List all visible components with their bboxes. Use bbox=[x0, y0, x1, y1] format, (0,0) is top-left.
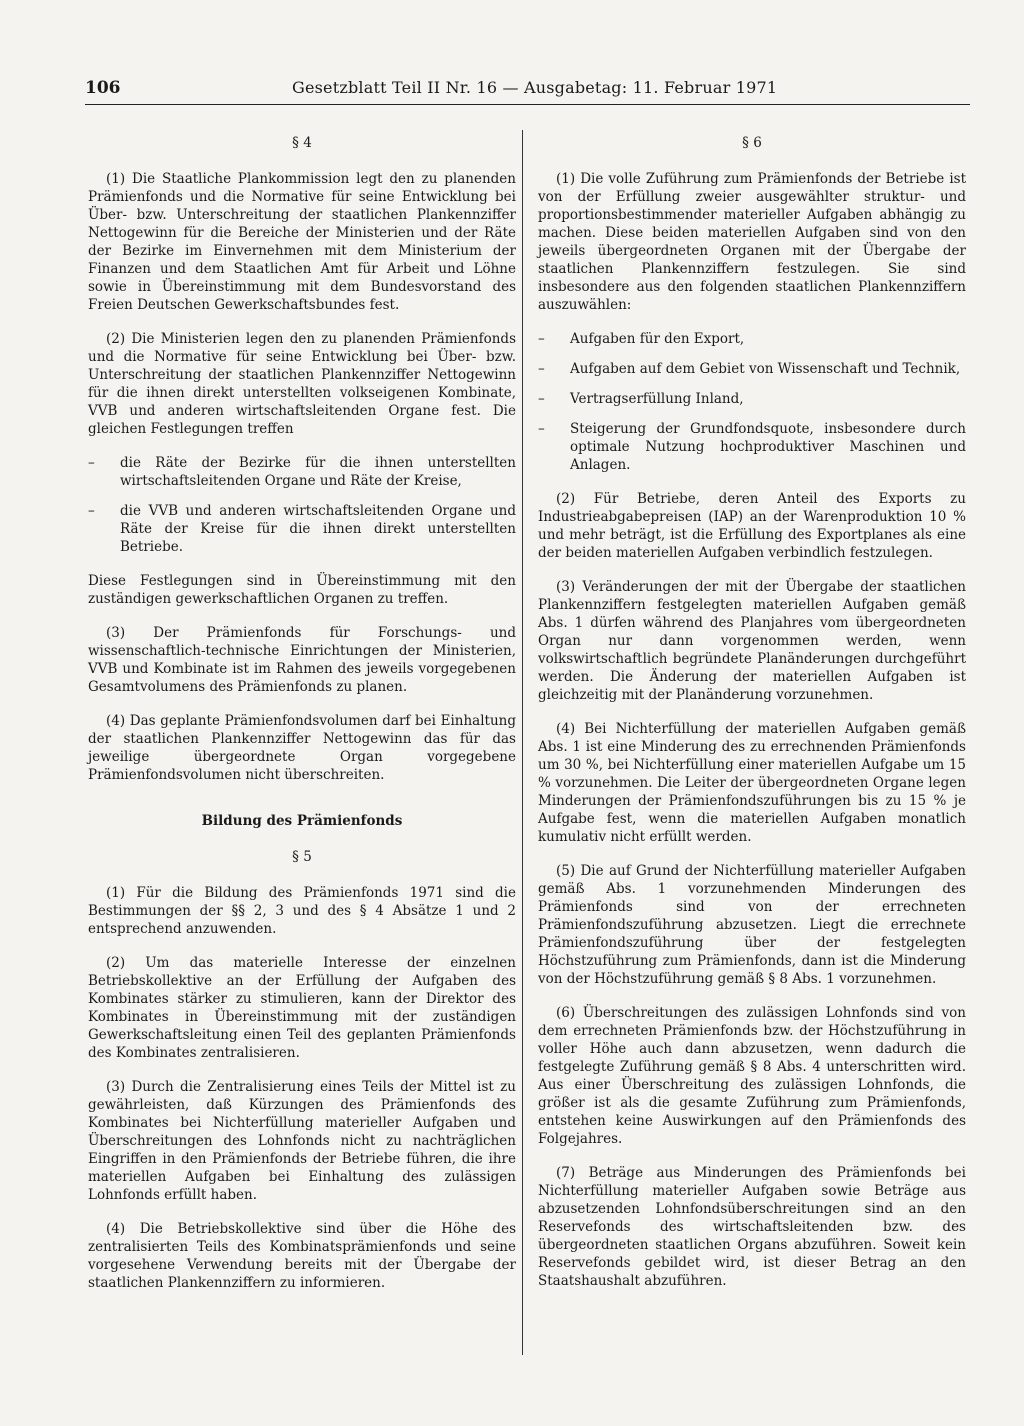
s6-paragraph-3: (3) Veränderungen der mit der Übergabe der staatlichen Plankennziffern festgelegten materiellen Aufgaben gemäß Abs. 1 dürfen während des Planjahres vom übergeordneten Organ nur dann vorgenommen werden, wenn volkswirtschaftlich begründete Planänderungen durchgeführt werden. Die Änderung der materiellen Aufgaben ist gleichzeitig mit der Planänderung vorzunehmen. bbox=[538, 579, 966, 703]
list-item: – die VVB und anderen wirtschaftsleitenden Organe und Räte der Kreise für die ihnen direkt unterstellten Betriebe. bbox=[88, 502, 516, 556]
list-item: – Aufgaben für den Export, bbox=[538, 330, 966, 348]
paragraph-heading-4: § 4 bbox=[292, 135, 312, 151]
s6-paragraph-2: (2) Für Betriebe, deren Anteil des Exports zu Industrieabgabepreisen (IAP) an der Warenproduktion 10 % und mehr beträgt, ist die Erfüllung des Exportplanes als eine der beiden materiellen Aufgaben verbindlich festzulegen. bbox=[538, 491, 966, 561]
s4-paragraph-2b: Diese Festlegungen sind in Übereinstimmung mit den zuständigen gewerkschaftlichen Organen zu treffen. bbox=[88, 573, 516, 607]
left-column bbox=[88, 132, 516, 1308]
s6-list bbox=[538, 330, 966, 474]
page-number: 106 bbox=[85, 78, 121, 98]
s6-paragraph-1: (1) Die volle Zuführung zum Prämienfonds der Betriebe ist von der Erfüllung zweier ausgewählter struktur- und proportionsbestimmender materieller Aufgaben abhängig zu machen. Diese beiden materiellen Aufgaben sind von den jeweils übergeordneten Organen mit der Übergabe der staatlichen Plankennziffern festzulegen. Sie sind insbesondere aus den folgenden staatlichen Plankennziffern auszuwählen: bbox=[538, 171, 966, 313]
section-title: Bildung des Prämienfonds bbox=[201, 813, 403, 829]
s6-paragraph-7: (7) Beträge aus Minderungen des Prämienfonds bei Nichterfüllung materieller Aufgaben sowie Beträge aus abzusetzenden Lohnfondsüberschreitungen sind an den Reservefonds des wirtschaftsleitenden bzw. des übergeordneten staatlichen Organs abzuführen. Soweit kein Reservefonds gebildet wird, ist dieser Betrag an den Staatshaushalt abzuführen. bbox=[538, 1165, 966, 1289]
running-title: Gesetzblatt Teil II Nr. 16 — Ausgabetag: 11. Februar 1971 bbox=[292, 78, 778, 97]
s4-paragraph-3: (3) Der Prämienfonds für Forschungs- und wissenschaftlich-technische Einrichtungen der Ministerien, VVB und Kombinate ist im Rahmen des jeweils vorgegebenen Gesamtvolumens des Prämienfonds zu planen. bbox=[88, 625, 516, 695]
s5-paragraph-1: (1) Für die Bildung des Prämienfonds 1971 sind die Bestimmungen der §§ 2, 3 und des § 4 Absätze 1 und 2 entsprechend anzuwenden. bbox=[88, 885, 516, 937]
s6-paragraph-5: (5) Die auf Grund der Nichterfüllung materieller Aufgaben gemäß Abs. 1 vorzunehmenden Minderungen des Prämienfonds sind von der errechneten Prämienfondszuführung abzusetzen. Liegt die errechnete Prämienfondszuführung über der festgelegten Höchstzuführung zum Prämienfonds, dann ist die Minderung von der Höchstzuführung gemäß § 8 Abs. 1 vorzunehmen. bbox=[538, 863, 966, 987]
paragraph-heading-6: § 6 bbox=[742, 135, 762, 151]
list-item: – Aufgaben auf dem Gebiet von Wissenschaft und Technik, bbox=[538, 360, 966, 378]
s6-paragraph-6: (6) Überschreitungen des zulässigen Lohnfonds sind von dem errechneten Prämienfonds bzw. der Höchstzuführung in voller Höhe auch dann abzusetzen, wenn dadurch die festgelegte Zuführung gemäß § 8 Abs. 4 unterschritten wird. Aus einer Überschreitung des zulässigen Lohnfonds, die größer ist als die gesamte Zuführung zum Prämienfonds, entstehen keine Auswirkungen auf den Prämienfonds des Folgejahres. bbox=[538, 1005, 966, 1147]
column-divider bbox=[522, 130, 523, 1355]
s4-list bbox=[88, 454, 516, 556]
list-item: – Vertragserfüllung Inland, bbox=[538, 390, 966, 408]
s5-paragraph-2: (2) Um das materielle Interesse der einzelnen Betriebskollektive an der Erfüllung der Aufgaben des Kombinates stärker zu stimulieren, kann der Direktor des Kombinates in Übereinstimmung mit der zuständigen Gewerkschaftsleitung einen Teil des geplanten Prämienfonds des Kombinates zentralisieren. bbox=[88, 955, 516, 1061]
right-column bbox=[538, 132, 966, 1306]
s4-paragraph-2: (2) Die Ministerien legen den zu planenden Prämienfonds und die Normative für seine Entwicklung bei Über- bzw. Unterschreitung der staatlichen Plankennziffer Nettogewinn für die ihnen direkt unterstellten volkseigenen Kombinate, VVB und anderen wirtschaftsleitenden Organe fest. Die gleichen Festlegungen treffen bbox=[88, 331, 516, 437]
s5-paragraph-3: (3) Durch die Zentralisierung eines Teils der Mittel ist zu gewährleisten, daß Kürzungen des Prämienfonds des Kombinates bei Nichterfüllung materieller Aufgaben und Überschreitungen des Lohnfonds nicht zu nachträglichen Eingriffen in den Prämienfonds der Betriebe führen, die ihre materiellen Aufgaben bei Einhaltung des zulässigen Lohnfonds erfüllt haben. bbox=[88, 1079, 516, 1203]
header-rule bbox=[85, 104, 970, 105]
s4-paragraph-4: (4) Das geplante Prämienfondsvolumen darf bei Einhaltung der staatlichen Plankennziffer Nettogewinn das für das jeweilige übergeordnete Organ vorgegebene Prämienfondsvolumen nicht überschreiten. bbox=[88, 713, 516, 783]
list-item: – die Räte der Bezirke für die ihnen unterstellten wirtschaftsleitenden Organe und Räte der Kreise, bbox=[88, 454, 516, 490]
s5-paragraph-4: (4) Die Betriebskollektive sind über die Höhe des zentralisierten Teils des Kombinatsprämienfonds und seine vorgesehene Verwendung bereits mit der Übergabe der staatlichen Plankennziffern zu informieren. bbox=[88, 1221, 516, 1291]
s4-paragraph-1: (1) Die Staatliche Plankommission legt den zu planenden Prämienfonds und die Normative für seine Entwicklung bei Über- bzw. Unterschreitung der staatlichen Plankennziffer Nettogewinn für die Bereiche der Ministerien und der Räte der Bezirke im Einvernehmen mit dem Ministerium der Finanzen und dem Staatlichen Amt für Arbeit und Löhne sowie in Übereinstimmung mit dem Bundesvorstand des Freien Deutschen Gewerkschaftsbundes fest. bbox=[88, 171, 516, 313]
list-item: – Steigerung der Grundfondsquote, insbesondere durch optimale Nutzung hochproduktiver Maschinen und Anlagen. bbox=[538, 420, 966, 474]
paragraph-heading-5: § 5 bbox=[292, 849, 312, 865]
s6-paragraph-4: (4) Bei Nichterfüllung der materiellen Aufgaben gemäß Abs. 1 ist eine Minderung des zu errechnenden Prämienfonds um 30 %, bei Nichterfüllung einer materiellen Aufgabe um 15 % vorzunehmen. Die Leiter der übergeordneten Organe legen Minderungen der Prämienfondszuführungen bis zu 15 % je Aufgabe fest, wenn die materiellen Aufgaben monatlich kumulativ nicht erfüllt werden. bbox=[538, 721, 966, 845]
